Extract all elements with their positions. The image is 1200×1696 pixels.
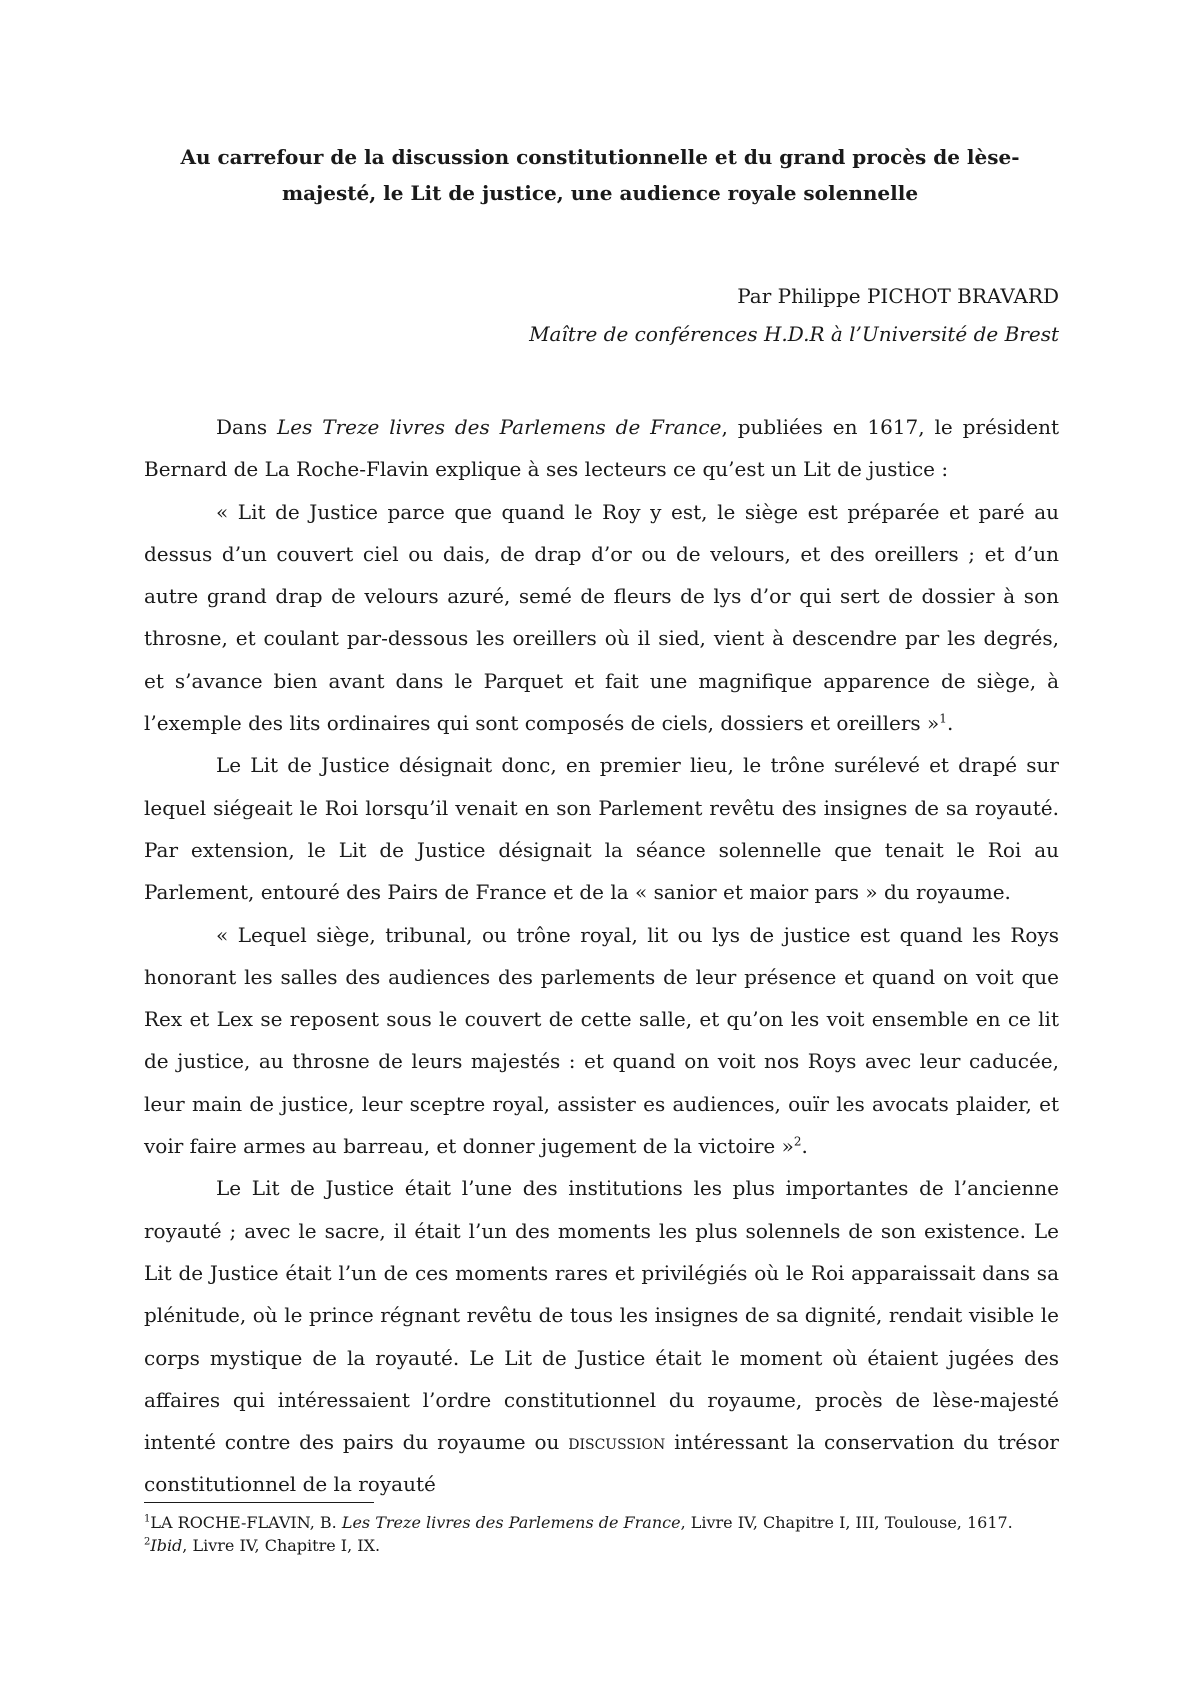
footnote-ref-2[interactable]: 2 — [793, 1134, 802, 1149]
footnote-mark-1: 1 — [144, 1513, 151, 1525]
document-title: Au carrefour de la discussion constitutionnelle et du grand procès de lèse-majesté, le Lit de justice, une audience royale solennelle — [180, 145, 1020, 205]
paragraph-1-text: Dans — [216, 415, 277, 439]
paragraph-1 — [144, 406, 1059, 491]
footnote-separator — [144, 1502, 374, 1503]
footnote-1-text: LA ROCHE-FLAVIN, B. — [150, 1513, 342, 1532]
footnote-2-italic: Ibid — [150, 1536, 183, 1555]
quotation-2-end: . — [801, 1134, 808, 1159]
footnote-mark-2: 2 — [144, 1536, 151, 1548]
smallcaps-word: discussion — [568, 1430, 666, 1455]
paragraph-5-text-end: intéressant la conservation du trésor constitutionnel de la royauté — [144, 1430, 1059, 1497]
footnotes — [144, 1511, 1059, 1557]
footnote-ref-1[interactable]: 1 — [939, 711, 947, 726]
book-title: Les Treze livres des Parlemens de France — [276, 415, 722, 439]
quotation-1-text: « Lit de Justice parce que quand le Roy y est, le siège est préparée et paré au dessus d’un couvert ciel ou dais, de drap d’or ou de velours, et des oreillers ; et d’un autre grand drap de velours azuré, semé de fleurs de lys d’or qui sert de dossier à son throsne, et coulant par-dessous les oreillers où il sied, vient à descendre par les degrés, et s’avance bien avant dans le Parquet et fait une magnifique apparence de siège, à l’exemple des lits ordinaires qui sont composés de ciels, dossiers et oreillers » — [144, 499, 1059, 736]
quotation-2 — [144, 914, 1059, 1168]
author-affiliation: Maître de conférences H.D.R à l’Université de Brest — [529, 322, 1059, 346]
quotation-2-text: « Lequel siège, tribunal, ou trône royal, lit ou lys de justice est quand les Roys honorant les salles des audiences des parlements de leur présence et quand on voit que Rex et Lex se reposent sous le couvert de cette salle, et qu’on les voit ensemble en ce lit de justice, au throsne de leurs majestés : et quand on voit nos Roys avec leur caducée, leur main de justice, leur sceptre royal, assister es audiences, ouïr les avocats plaider, et voir faire armes au barreau, et donner jugement de la victoire » — [144, 922, 1059, 1159]
paragraph-5 — [144, 1167, 1059, 1505]
paragraph-5-text: Le Lit de Justice était l’une des institutions les plus importantes de l’ancienne royauté ; avec le sacre, il était l’un des moments les plus solennels de son existence. Le Lit de Justice était l’un de ces moments rares et privilégiés où le Roi apparaissait dans sa plénitude, où le prince régnant revêtu de tous les insignes de sa dignité, rendait visible le corps mystique de la royauté. Le Lit de Justice était le moment où étaient jugées des affaires qui intéressaient l’ordre constitutionnel du royaume, procès de lèse-majesté intenté contre des pairs du royaume ou — [144, 1176, 1059, 1455]
author-name: Par Philippe PICHOT BRAVARD — [737, 284, 1059, 308]
footnote-1 — [144, 1511, 1059, 1534]
quotation-1-end: . — [946, 711, 954, 736]
paragraph-3: Le Lit de Justice désignait donc, en premier lieu, le trône surélevé et drapé sur lequel siégeait le Roi lorsqu’il venait en son Parlement revêtu des insignes de sa royauté. Par extension, le Lit de Justice désignait la séance solennelle que tenait le Roi au Parlement, entouré des Pairs de France et de la « sanior et maior pars » du royaume. — [144, 753, 1059, 905]
quotation-1 — [144, 491, 1059, 745]
author-block — [500, 277, 1059, 353]
footnote-2 — [144, 1534, 1059, 1557]
footnote-1-text-end: , Livre IV, Chapitre I, III, Toulouse, 1617. — [680, 1513, 1013, 1532]
paragraph-1-text-end: , publiées en 1617, le président Bernard de La Roche-Flavin explique à ses lecteurs ce qu’est un Lit de justice : — [144, 415, 1059, 482]
body-text — [144, 406, 1059, 1506]
footnote-1-italic: Les Treze livres des Parlemens de France — [341, 1513, 681, 1532]
footnote-2-text-end: , Livre IV, Chapitre I, IX. — [182, 1536, 381, 1555]
